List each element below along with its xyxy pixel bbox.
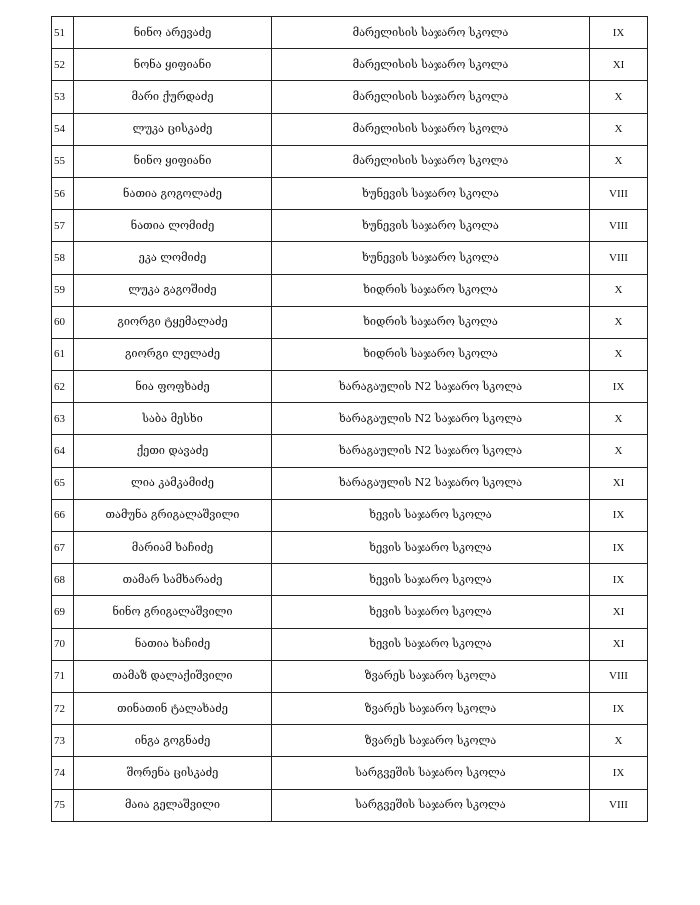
student-name: ნინო ყიფიანი [74,145,272,177]
table-row [52,692,648,724]
row-number: 72 [52,692,74,724]
student-name: თინათინ ტალახაძე [74,692,272,724]
table-row [52,274,648,306]
student-name: გიორგი ლელაძე [74,338,272,370]
table-row [52,81,648,113]
grade-level: IX [590,532,648,564]
table-row [52,499,648,531]
grade-level: IX [590,371,648,403]
table-row [52,338,648,370]
school-name: ხუნევის საჯარო სკოლა [272,210,590,242]
row-number: 53 [52,81,74,113]
school-name: ხევის საჯარო სკოლა [272,596,590,628]
row-number: 71 [52,660,74,692]
school-name: ზვარეს საჯარო სკოლა [272,692,590,724]
grade-level: XI [590,49,648,81]
row-number: 73 [52,725,74,757]
grade-level: IX [590,499,648,531]
table-row [52,177,648,209]
student-name: მარიამ ხაჩიძე [74,532,272,564]
row-number: 64 [52,435,74,467]
grade-level: X [590,274,648,306]
student-name: ლუკა გაგოშიძე [74,274,272,306]
row-number: 69 [52,596,74,628]
school-name: ხუნევის საჯარო სკოლა [272,242,590,274]
student-name: მაია გელაშვილი [74,789,272,821]
school-name: ხიდრის საჯარო სკოლა [272,306,590,338]
school-name: ხიდრის საჯარო სკოლა [272,274,590,306]
student-name: თამაზ დალაქიშვილი [74,660,272,692]
table-row [52,789,648,821]
school-name: ზვარეს საჯარო სკოლა [272,660,590,692]
student-name: ნინო არევაძე [74,17,272,49]
grade-level: X [590,306,648,338]
row-number: 67 [52,532,74,564]
student-name: ნათია გოგოლაძე [74,177,272,209]
school-name: ხარაგაულის N2 საჯარო სკოლა [272,371,590,403]
table-row [52,403,648,435]
row-number: 68 [52,564,74,596]
grade-level: X [590,145,648,177]
row-number: 65 [52,467,74,499]
grade-level: X [590,113,648,145]
table-row [52,17,648,49]
row-number: 52 [52,49,74,81]
grade-level: VIII [590,177,648,209]
grade-level: IX [590,564,648,596]
student-roster-table [51,16,648,822]
table-row [52,435,648,467]
grade-level: XI [590,596,648,628]
roster-body [52,17,648,822]
row-number: 56 [52,177,74,209]
student-name: თამუნა გრიგალაშვილი [74,499,272,531]
table-row [52,371,648,403]
school-name: ხარაგაულის N2 საჯარო სკოლა [272,403,590,435]
table-row [52,49,648,81]
school-name: ხარაგაულის N2 საჯარო სკოლა [272,435,590,467]
student-name: გიორგი ტყემალაძე [74,306,272,338]
row-number: 61 [52,338,74,370]
school-name: ხევის საჯარო სკოლა [272,628,590,660]
school-name: მარელისის საჯარო სკოლა [272,17,590,49]
school-name: ხარაგაულის N2 საჯარო სკოლა [272,467,590,499]
table-row [52,532,648,564]
row-number: 59 [52,274,74,306]
grade-level: VIII [590,242,648,274]
row-number: 66 [52,499,74,531]
table-row [52,113,648,145]
student-name: ნია ფოფხაძე [74,371,272,403]
grade-level: X [590,435,648,467]
row-number: 70 [52,628,74,660]
grade-level: X [590,403,648,435]
student-name: თამარ სამხარაძე [74,564,272,596]
grade-level: VIII [590,660,648,692]
grade-level: XI [590,467,648,499]
row-number: 62 [52,371,74,403]
school-name: სარგვეშის საჯარო სკოლა [272,789,590,821]
row-number: 57 [52,210,74,242]
school-name: ხევის საჯარო სკოლა [272,564,590,596]
row-number: 55 [52,145,74,177]
school-name: მარელისის საჯარო სკოლა [272,81,590,113]
row-number: 63 [52,403,74,435]
student-name: ნათია ხაჩიძე [74,628,272,660]
grade-level: IX [590,757,648,789]
table-row [52,628,648,660]
student-name: ლუკა ცისკაძე [74,113,272,145]
student-name: ნონა ყიფიანი [74,49,272,81]
grade-level: VIII [590,789,648,821]
row-number: 60 [52,306,74,338]
student-name: შორენა ცისკაძე [74,757,272,789]
row-number: 75 [52,789,74,821]
table-row [52,467,648,499]
table-row [52,564,648,596]
grade-level: VIII [590,210,648,242]
student-name: ეკა ლომიძე [74,242,272,274]
school-name: ხიდრის საჯარო სკოლა [272,338,590,370]
school-name: ხევის საჯარო სკოლა [272,499,590,531]
school-name: ხუნევის საჯარო სკოლა [272,177,590,209]
table-row [52,242,648,274]
student-name: ქეთი დავაძე [74,435,272,467]
grade-level: X [590,725,648,757]
row-number: 74 [52,757,74,789]
student-name: ნინო გრიგალაშვილი [74,596,272,628]
school-name: მარელისის საჯარო სკოლა [272,113,590,145]
table-row [52,660,648,692]
table-row [52,757,648,789]
school-name: ზვარეს საჯარო სკოლა [272,725,590,757]
table-row [52,725,648,757]
grade-level: X [590,338,648,370]
grade-level: XI [590,628,648,660]
grade-level: IX [590,692,648,724]
grade-level: X [590,81,648,113]
row-number: 58 [52,242,74,274]
school-name: მარელისის საჯარო სკოლა [272,49,590,81]
school-name: ხევის საჯარო სკოლა [272,532,590,564]
school-name: სარგვეშის საჯარო სკოლა [272,757,590,789]
table-row [52,210,648,242]
student-name: მარი ქურდაძე [74,81,272,113]
student-name: საბა მესხი [74,403,272,435]
row-number: 54 [52,113,74,145]
student-name: ნათია ლომიძე [74,210,272,242]
school-name: მარელისის საჯარო სკოლა [272,145,590,177]
student-name: ინგა გოგნაძე [74,725,272,757]
grade-level: IX [590,17,648,49]
row-number: 51 [52,17,74,49]
table-row [52,596,648,628]
table-row [52,306,648,338]
table-row [52,145,648,177]
student-name: ლია კამკამიძე [74,467,272,499]
